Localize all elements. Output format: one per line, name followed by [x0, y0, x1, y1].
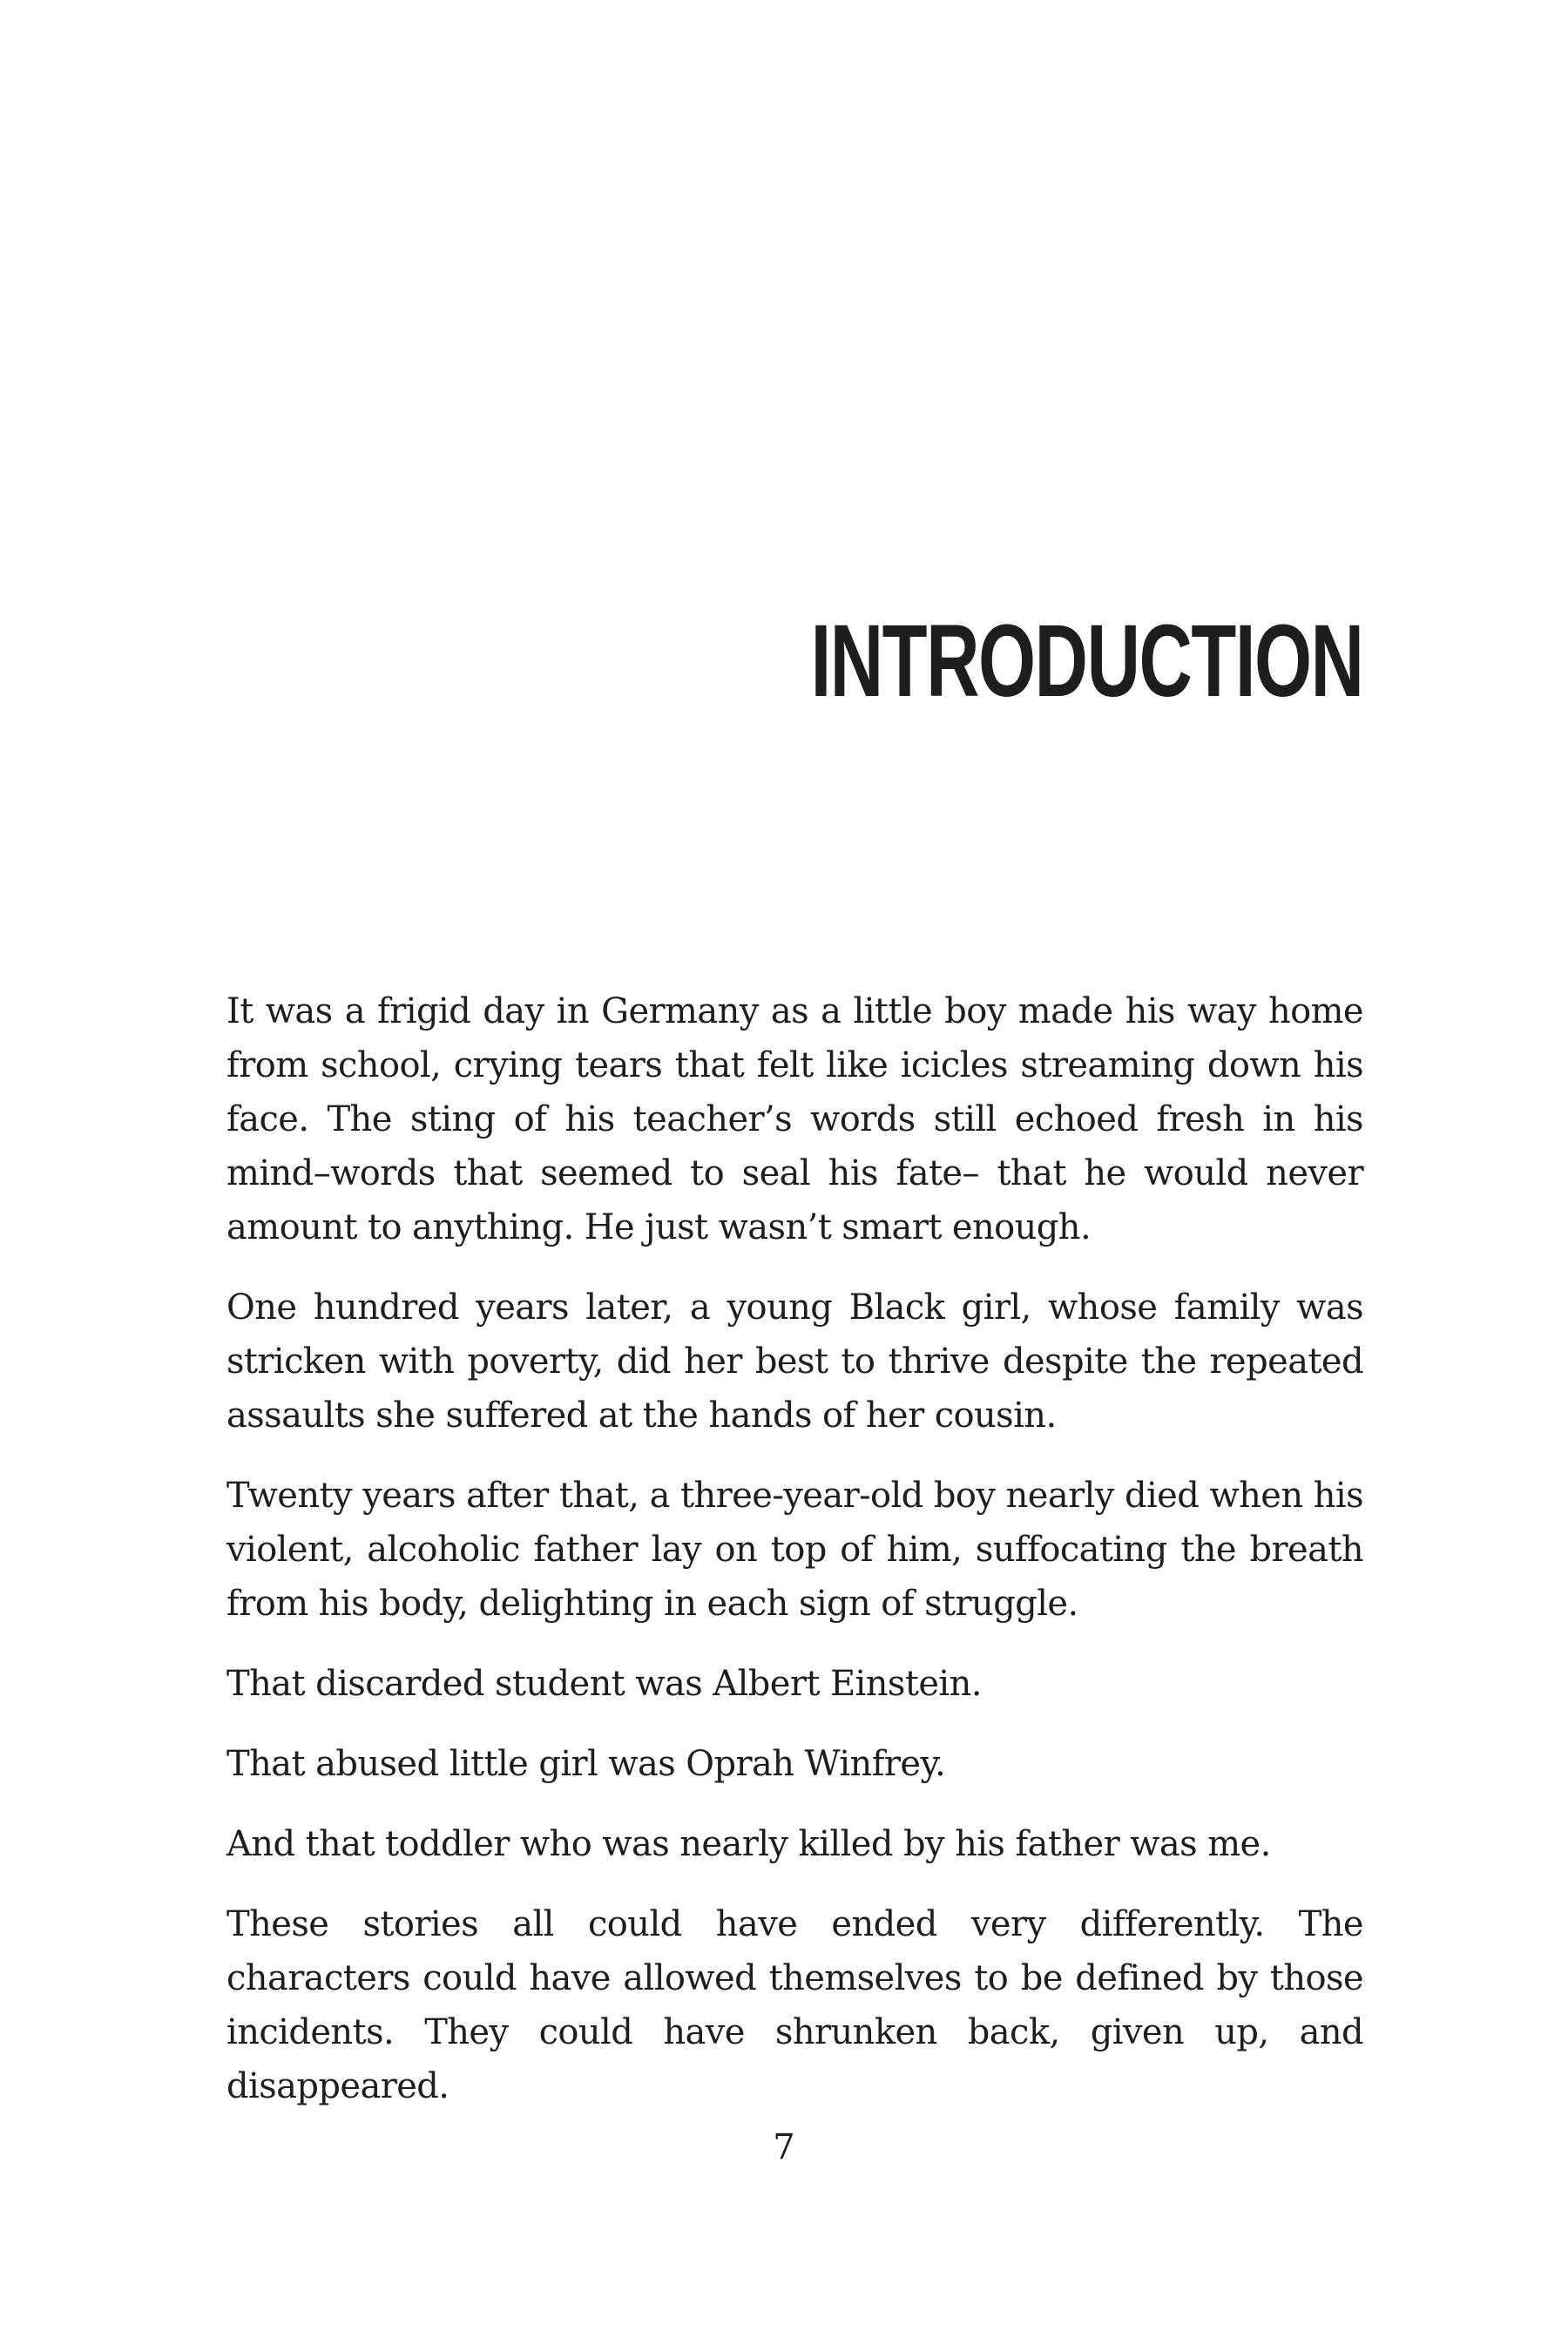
- paragraph: It was a frigid day in Germany as a little boy made his way home from school, crying tears that felt like icicles streaming down his face. The sting of his teacher’s words still echoed fresh in his mind–words that seemed to seal his fate– that he would never amount to anything. He just wasn’t smart enough.: [226, 991, 1363, 1247]
- paragraph: That discarded student was Albert Einstein.: [226, 1664, 982, 1704]
- paragraph: Twenty years after that, a three-year-old boy nearly died when his violent, alcoholic father lay on top of him, suffocating the breath from his body, delighting in each sign of struggle.: [226, 1476, 1363, 1624]
- paragraph: One hundred years later, a young Black girl, whose family was stricken with poverty, did her best to thrive despite the repeated assaults she suffered at the hands of her cousin.: [226, 1288, 1363, 1436]
- paragraph: That abused little girl was Oprah Winfrey.: [226, 1744, 946, 1784]
- page-number: 7: [773, 2127, 795, 2167]
- paragraph: These stories all could have ended very differently. The characters could have allowed themselves to be defined by those incidents. They could have shrunken back, given up, and disappeared.: [226, 1904, 1363, 2106]
- chapter-title: INTRODUCTION: [810, 604, 1363, 719]
- paragraph: And that toddler who was nearly killed by his father was me.: [226, 1824, 1271, 1864]
- body-text: [226, 984, 1363, 2139]
